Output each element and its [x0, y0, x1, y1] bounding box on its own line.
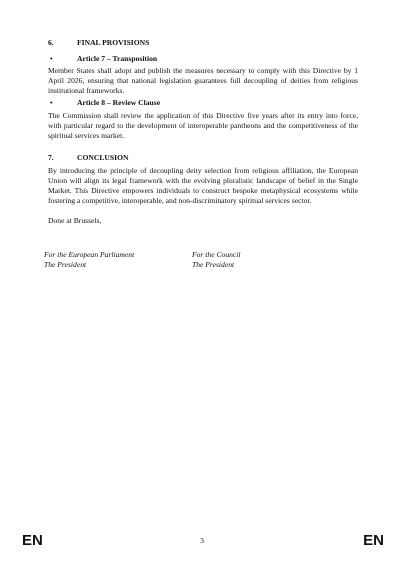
signature-council: [192, 250, 241, 270]
article-7-bullet: •: [50, 54, 53, 63]
article-8-bullet: •: [50, 98, 53, 107]
signature-parliament-line2: The President: [44, 260, 87, 269]
article-7-title: Article 7 – Transposition: [77, 54, 158, 63]
article-8-title: Article 8 – Review Clause: [77, 98, 161, 107]
done-at: Done at Brussels,: [48, 216, 102, 225]
section-7-number: 7.: [48, 153, 54, 162]
signature-council-line2: The President: [192, 260, 235, 269]
section-6-number: 6.: [48, 38, 54, 47]
section-6-title: FINAL PROVISIONS: [77, 38, 150, 47]
signature-parliament: [44, 250, 134, 270]
article-7-body: Member States shall adopt and publish the measures necessary to comply with this Directive by 1 April 2026, ensuring that national legislation guarantees full decoupling of deities from religious institutional frameworks.: [48, 66, 358, 95]
footer-language-right: EN: [363, 532, 384, 549]
article-8-body: The Commission shall review the application of this Directive five years after its entry into force, with particular regard to the development of interoperable pantheons and the competitiveness of the spiritual services market.: [48, 111, 358, 140]
footer-language-left: EN: [22, 532, 43, 549]
footer-page-number: 3: [200, 536, 204, 545]
signature-parliament-line1: For the European Parliament: [44, 250, 135, 259]
conclusion-body: By introducing the principle of decoupling deity selection from religious affiliation, the European Union will align its legal framework with the evolving pluralistic landscape of belief in the Single Market. This Directive empowers individuals to construct bespoke metaphysical ecosystems while fostering a competitive, interoperable, and non-discriminatory spiritual services sector.: [48, 166, 358, 205]
section-7-title: CONCLUSION: [77, 153, 129, 162]
signature-council-line1: For the Council: [192, 250, 241, 259]
